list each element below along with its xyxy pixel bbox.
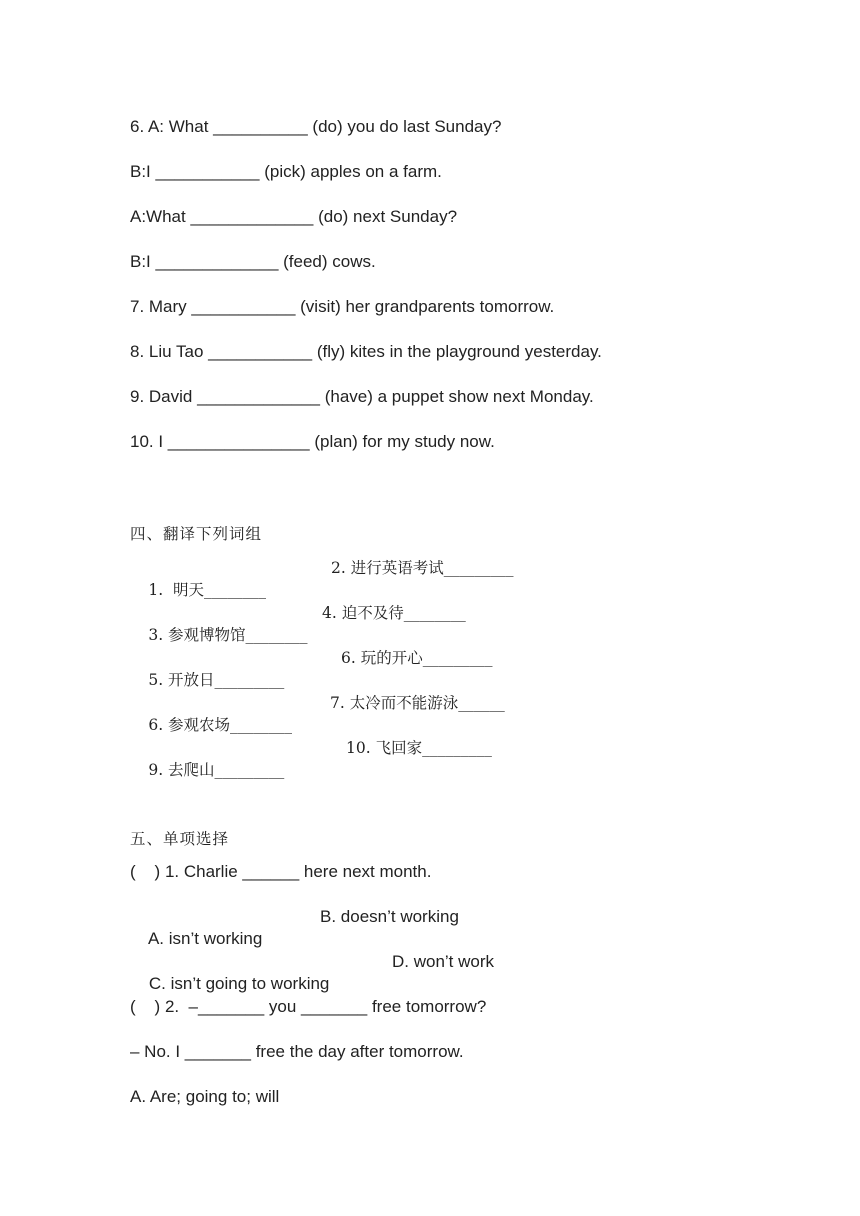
translate-item-6b: 6. 参观农场________ xyxy=(148,716,293,734)
translate-item-1: 1. 明天________ xyxy=(148,581,266,599)
translate-item-3: 3. 参观博物馆________ xyxy=(148,626,308,644)
translate-item-2: 2. 进行英语考试_________ xyxy=(331,559,514,577)
option-b: B. doesn’t working xyxy=(320,907,459,926)
question-7: 7. Mary ___________ (visit) her grandparents tomorrow. xyxy=(130,297,555,316)
translate-item-9: 9. 去爬山_________ xyxy=(148,761,285,779)
translate-item-4: 4. 迫不及待________ xyxy=(322,604,466,622)
option-d: D. won’t work xyxy=(392,952,495,971)
question-6c: A:What _____________ (do) next Sunday? xyxy=(130,207,458,226)
question-10: 10. I _______________ (plan) for my study now. xyxy=(130,432,495,451)
question-6a: 6. A: What __________ (do) you do last Sunday? xyxy=(130,117,502,136)
mc-question-1: ( ) 1. Charlie ______ here next month. xyxy=(130,862,432,881)
translate-item-7: 7. 太冷而不能游泳______ xyxy=(330,694,505,712)
section-5-heading: 五、单项选择 xyxy=(130,830,230,848)
mc-question-2: ( ) 2. –_______ you _______ free tomorrow? xyxy=(130,997,487,1016)
mc-options-1-row-2 xyxy=(130,951,495,1039)
section-4-heading: 四、翻译下列词组 xyxy=(130,525,263,543)
mc-question-2-reply: – No. I _______ free the day after tomorrow. xyxy=(130,1042,464,1061)
mc-question-2-option-a: A. Are; going to; will xyxy=(130,1087,280,1106)
translate-item-10: 10. 飞回家_________ xyxy=(346,739,492,757)
question-6b: B:I ___________ (pick) apples on a farm. xyxy=(130,162,442,181)
translate-item-6: 6. 玩的开心_________ xyxy=(341,649,493,667)
option-a: A. isn’t working xyxy=(147,929,263,948)
question-9: 9. David _____________ (have) a puppet show next Monday. xyxy=(130,387,594,406)
translate-item-5: 5. 开放日_________ xyxy=(148,671,285,689)
question-6d: B:I _____________ (feed) cows. xyxy=(130,252,376,271)
option-c: C. isn’t going to working xyxy=(148,974,330,993)
translate-row-5 xyxy=(130,737,492,825)
question-8: 8. Liu Tao ___________ (fly) kites in the playground yesterday. xyxy=(130,342,602,361)
